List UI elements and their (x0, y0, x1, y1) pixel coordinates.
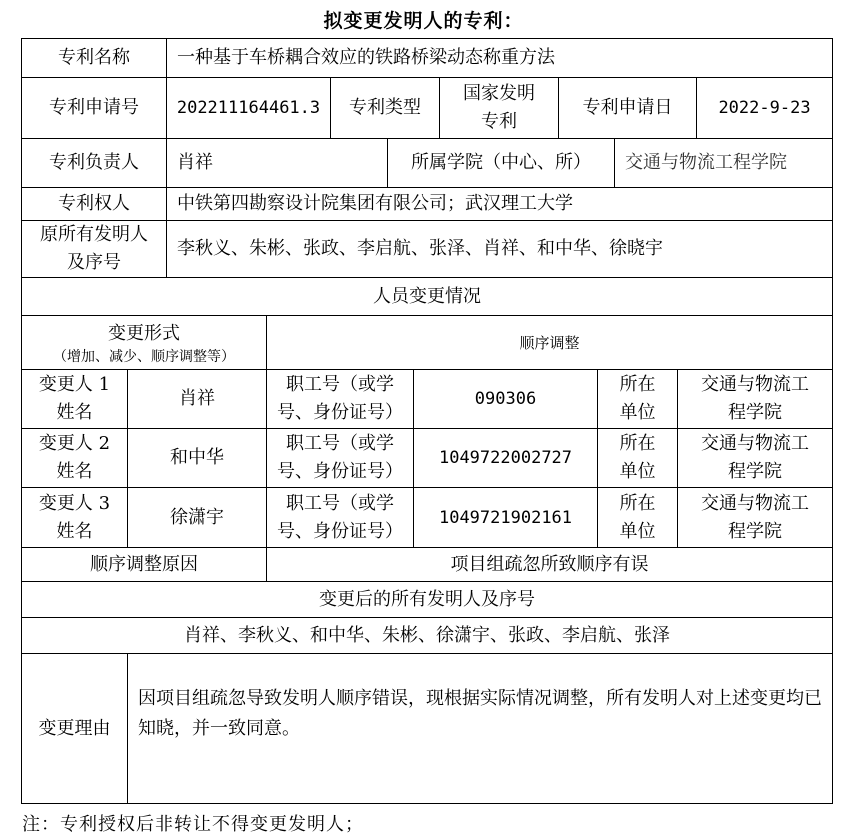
original-inventors-label-line2: 及序号 (67, 252, 121, 273)
person-1-unit-value (677, 369, 833, 429)
person-3-id-label-line1: 职工号（或学 (286, 492, 394, 514)
app-no-label: 专利申请号 (21, 77, 167, 139)
patent-type-line1: 国家发明 (463, 83, 535, 104)
person-1-id-label-line2: 号、身份证号） (277, 402, 403, 423)
person-2-label-line2: 姓名 (56, 461, 93, 482)
person-1-unit-value-line1: 交通与物流工 (701, 374, 809, 395)
app-date-label: 专利申请日 (558, 77, 697, 139)
leader-label: 专利负责人 (21, 138, 167, 188)
holder-label: 专利权人 (21, 187, 167, 221)
person-1-label-line2: 姓名 (56, 402, 93, 423)
person-3-name: 徐潇宇 (127, 487, 267, 548)
person-1-id-label (266, 369, 414, 429)
person-3-label-line2: 姓名 (56, 520, 93, 542)
person-1-unit-label-line2: 单位 (619, 402, 656, 423)
person-3-unit-label-line2: 单位 (619, 520, 656, 542)
patent-change-form (21, 38, 833, 804)
person-2-unit-label (597, 428, 678, 488)
person-1-id-value: 090306 (413, 369, 598, 429)
page-title: 拟变更发明人的专利： (323, 10, 524, 32)
patent-name-label: 专利名称 (21, 38, 167, 78)
person-3-label-line1: 变更人 3 (38, 492, 111, 514)
person-2-id-value: 1049722002727 (413, 428, 598, 488)
change-form-value: 顺序调整 (266, 315, 833, 370)
person-2-label-line1: 变更人 2 (38, 433, 111, 454)
person-2-id-label (266, 428, 414, 488)
person-3-unit-value-line1: 交通与物流工 (701, 492, 809, 514)
patent-name-value: 一种基于车桥耦合效应的铁路桥梁动态称重方法 (166, 38, 833, 78)
person-2-unit-label-line2: 单位 (619, 461, 656, 482)
college-value: 交通与物流工程学院 (614, 138, 833, 188)
person-2-name: 和中华 (127, 428, 267, 488)
change-section-header: 人员变更情况 (21, 277, 833, 316)
footer-note: 注：专利授权后非转让不得变更发明人； (22, 814, 364, 835)
person-2-id-label-line2: 号、身份证号） (277, 461, 403, 482)
person-3-id-value: 1049721902161 (413, 487, 598, 548)
person-1-label-line1: 变更人 1 (38, 374, 111, 395)
person-3-unit-value-line2: 程学院 (728, 520, 782, 542)
after-change-inventors: 肖祥、李秋义、和中华、朱彬、徐潇宇、张政、李启航、张泽 (21, 617, 833, 654)
college-label: 所属学院（中心、所） (387, 138, 615, 188)
person-3-id-label (266, 487, 414, 548)
person-1-name: 肖祥 (127, 369, 267, 429)
person-3-unit-label-line1: 所在 (619, 492, 656, 514)
app-date-value: 2022-9-23 (696, 77, 833, 139)
person-2-unit-value-line1: 交通与物流工 (701, 433, 809, 454)
original-inventors-label-line1: 原所有发明人 (40, 224, 148, 245)
person-1-label (21, 369, 128, 429)
change-form-label-line1: 变更形式 (108, 322, 180, 344)
leader-value: 肖祥 (166, 138, 388, 188)
person-3-unit-label (597, 487, 678, 548)
change-form-label-line2: （增加、减少、顺序调整等） (53, 348, 235, 365)
person-2-unit-label-line1: 所在 (619, 433, 656, 454)
holder-value: 中铁第四勘察设计院集团有限公司；武汉理工大学 (166, 187, 833, 221)
person-2-id-label-line1: 职工号（或学 (286, 433, 394, 454)
patent-type-label: 专利类型 (330, 77, 440, 139)
person-3-label (21, 487, 128, 548)
after-change-header: 变更后的所有发明人及序号 (21, 581, 833, 618)
person-1-unit-label (597, 369, 678, 429)
patent-type-line2: 专利 (481, 111, 517, 132)
original-inventors-label (21, 220, 167, 278)
change-form-label (21, 315, 267, 370)
person-3-id-label-line2: 号、身份证号） (277, 520, 403, 542)
order-reason-value: 项目组疏忽所致顺序有误 (266, 547, 833, 582)
person-1-id-label-line1: 职工号（或学 (286, 374, 394, 395)
patent-type-value (439, 77, 559, 139)
original-inventors-value: 李秋义、朱彬、张政、李启航、张泽、肖祥、和中华、徐晓宇 (166, 220, 833, 278)
person-2-unit-value (677, 428, 833, 488)
change-reason-value: 因项目组疏忽导致发明人顺序错误，现根据实际情况调整，所有发明人对上述变更均已知晓，并一致同意。 (127, 653, 833, 804)
order-reason-label: 顺序调整原因 (21, 547, 267, 582)
person-3-unit-value (677, 487, 833, 548)
app-no-value: 202211164461.3 (166, 77, 331, 139)
person-2-label (21, 428, 128, 488)
person-1-unit-value-line2: 程学院 (728, 402, 782, 423)
person-2-unit-value-line2: 程学院 (728, 461, 782, 482)
person-1-unit-label-line1: 所在 (619, 374, 656, 395)
change-reason-label: 变更理由 (21, 653, 128, 804)
